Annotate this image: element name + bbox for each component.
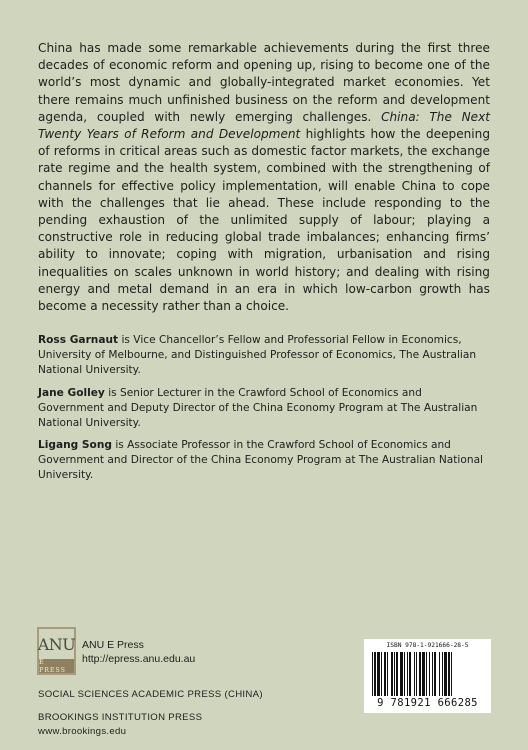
author-name: Ligang Song: [38, 439, 112, 452]
author-bio-golley: [38, 386, 490, 431]
barcode-icon: [372, 652, 483, 696]
blurb-body: highlights how the deepening of reforms in critical areas such as domestic factor markets, the exchange rate regime and the health system, combined with the strengthening of channels for effective policy implementation, will enable China to cope with the challenges that lie ahead. These include responding to the pending exhaustion of the unlimited supply of labour; playing a constructive role in reducing global trade imbalances; enhancing firms’ ability to innovate; coping with migration, urbanisation and rising inequalities on scales unknown in world history; and dealing with rising energy and metal demand in an era in which low-carbon growth has become a necessity rather than a choice.: [38, 127, 490, 314]
brookings-url[interactable]: www.brookings.edu: [38, 726, 127, 737]
anu-epress-logo: [37, 627, 76, 675]
author-name: Jane Golley: [38, 386, 105, 399]
author-description: is Senior Lecturer in the Crawford School of Economics and Government and Deputy Director of the China Economy Program at The Australian National University.: [38, 386, 478, 429]
blurb-intro: China has made some remarkable achievements during the first three decades of economic reform and opening up, rising to become one of the world’s most dynamic and globally-integrated market economies. Yet there remains much unfinished business on the reform and development agenda, coupled with newly emerging challenges.: [38, 41, 490, 124]
author-name: Ross Garnaut: [38, 334, 119, 346]
anu-press-info: [82, 638, 195, 666]
ssap-publisher: SOCIAL SCIENCES ACADEMIC PRESS (CHINA): [38, 689, 263, 700]
barcode-digits: 9 781921 666285: [377, 697, 478, 709]
author-bio-garnaut: [38, 333, 490, 378]
author-description: is Associate Professor in the Crawford School of Economics and Government and Director of the China Economy Program at The Australian National University.: [38, 439, 483, 482]
brookings-publisher: BROOKINGS INSTITUTION PRESS: [38, 712, 203, 723]
isbn-barcode: [364, 639, 491, 713]
author-bio-song: [38, 438, 490, 483]
anu-logo-wordmark: ANU: [37, 634, 76, 654]
author-bios: [38, 333, 490, 491]
anu-press-url[interactable]: http://epress.anu.edu.au: [82, 653, 196, 665]
anu-logo-band: E PRESS: [39, 659, 74, 673]
isbn-label: ISBN 978-1-921666-28-5: [386, 642, 469, 649]
author-description: is Vice Chancellor’s Fellow and Professorial Fellow in Economics, University of Melbourne, and Distinguished Professor of Economics, The Australian National University.: [38, 334, 477, 376]
anu-press-name: ANU E Press: [82, 639, 144, 651]
back-cover-blurb: [38, 40, 490, 315]
book-title: China: The Next Twenty Years of Reform and Development: [38, 109, 491, 142]
